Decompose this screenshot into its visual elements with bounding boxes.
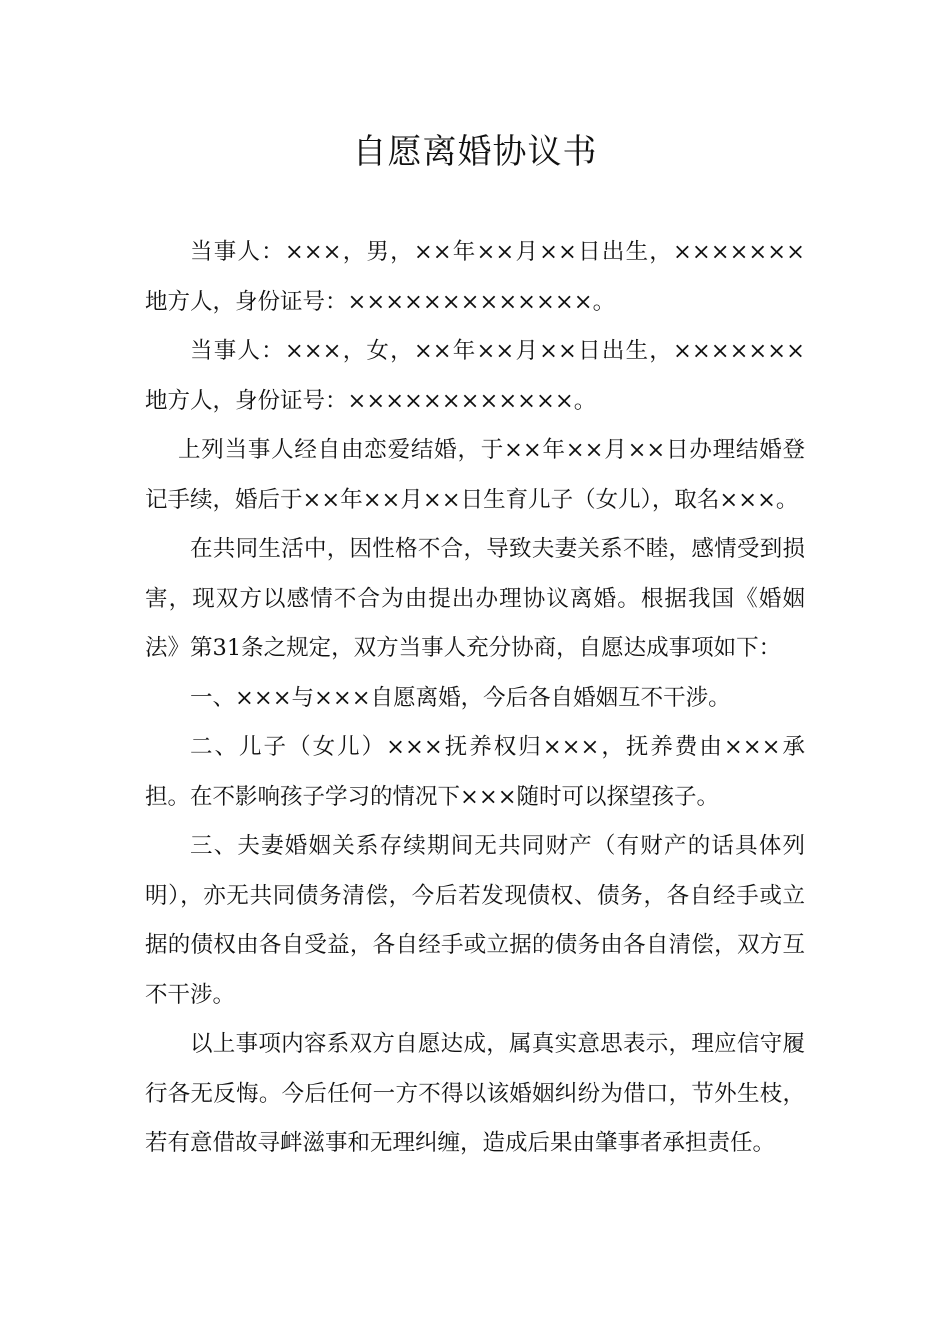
party-female-paragraph: 当事人：×××，女，××年××月××日出生，×××××××地方人，身份证号：××××××××××××。 <box>145 338 805 414</box>
clause-3-paragraph: 三、夫妻婚姻关系存续期间无共同财产（有财产的话具体列明），亦无共同债务清偿，今后若发现债权、债务，各自经手或立据的债权由各自受益，各自经手或立据的债务由各自清偿，双方互不干涉。 <box>145 833 805 1008</box>
document-body <box>145 228 805 1169</box>
closing-paragraph: 以上事项内容系双方自愿达成，属真实意思表示，理应信守履行各无反悔。今后任何一方不得以该婚姻纠纷为借口，节外生枝，若有意借故寻衅滋事和无理纠缠，造成后果由肇事者承担责任。 <box>145 1031 805 1156</box>
clause-1-paragraph: 一、×××与×××自愿离婚，今后各自婚姻互不干涉。 <box>190 684 731 711</box>
marriage-background-paragraph: 上列当事人经自由恋爱结婚，于××年××月××日办理结婚登记手续，婚后于××年××月××日生育儿子（女儿），取名×××。 <box>145 437 805 513</box>
clause-2-paragraph: 二、儿子（女儿）×××抚养权归×××，抚养费由×××承担。在不影响孩子学习的情况下×××随时可以探望孩子。 <box>145 734 805 810</box>
document-title: 自愿离婚协议书 <box>352 132 598 172</box>
party-male-paragraph: 当事人：×××，男，××年××月××日出生，×××××××地方人，身份证号：×××××××××××××。 <box>145 239 805 315</box>
divorce-reason-paragraph: 在共同生活中，因性格不合，导致夫妻关系不睦，感情受到损害，现双方以感情不合为由提出办理协议离婚。根据我国《婚姻法》第31条之规定，双方当事人充分协商，自愿达成事项如下： <box>145 536 805 661</box>
